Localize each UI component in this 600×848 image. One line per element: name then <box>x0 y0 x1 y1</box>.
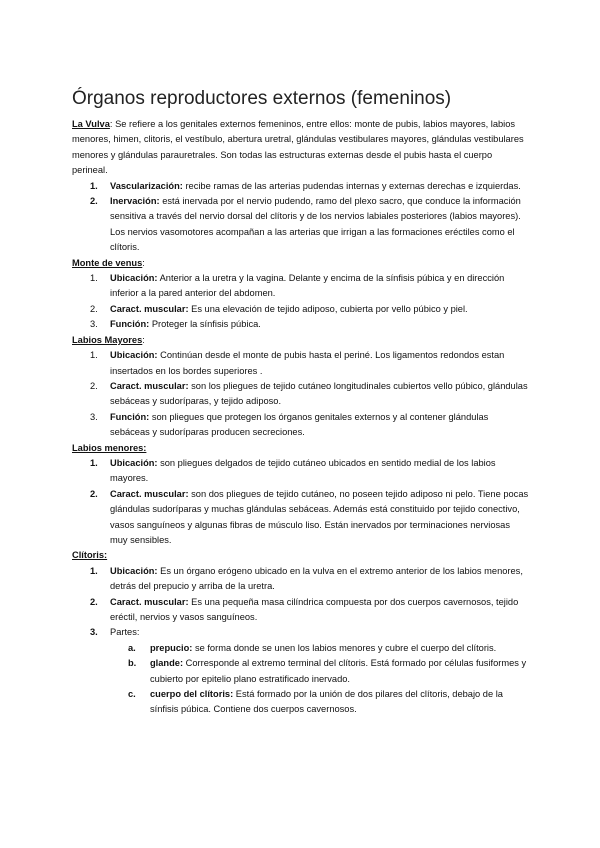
list-letter: b. <box>128 658 137 669</box>
item-text: Corresponde al extremo terminal del clítoris. Está formado por células fusiformes y cubierto por epitelio plano estratificado inervado. <box>150 658 527 684</box>
item-text: son pliegues delgados de tejido cutáneo ubicados en sentido medial de los labios mayores. <box>110 457 496 484</box>
list-item <box>72 564 530 595</box>
item-label: Ubicación: <box>110 457 158 468</box>
list-number: 1. <box>90 350 98 361</box>
section-heading-mayores: Labios Mayores <box>72 334 143 345</box>
sub-list-item <box>110 656 530 687</box>
partes-sublist <box>110 641 530 718</box>
list-number: 1. <box>90 565 98 576</box>
item-label: prepucio: <box>150 642 193 653</box>
list-number: 2. <box>90 196 98 207</box>
section-heading-monte: Monte de venus <box>72 257 143 268</box>
menores-list <box>72 456 530 548</box>
list-number: 1. <box>90 180 98 191</box>
sub-list-item <box>110 687 530 718</box>
heading-suffix: : <box>142 334 145 345</box>
item-text: se forma donde se unen los labios menores y cubre el cuerpo del clítoris. <box>192 642 497 653</box>
list-item <box>72 625 530 717</box>
page-title: Órganos reproductores externos (femeninos) <box>72 88 452 109</box>
section-heading-menores: Labios menores: <box>72 442 147 453</box>
item-text: recibe ramas de las arterias pudendas internas y externas derechas e izquierdas. <box>182 180 521 191</box>
item-label: Caract. muscular: <box>110 596 189 607</box>
list-item <box>72 271 530 302</box>
list-item <box>72 302 530 317</box>
item-text: Es una elevación de tejido adiposo, cubierta por vello púbico y piel. <box>188 303 468 314</box>
item-text: Proteger la sínfisis púbica. <box>149 319 261 330</box>
list-item <box>72 317 530 332</box>
item-text: Está formado por la unión de dos pilares del clítoris, debajo de la sínfisis púbica. Contiene dos cuerpos cavernosos. <box>150 689 503 715</box>
mayores-list <box>72 348 530 440</box>
list-item <box>72 410 530 441</box>
list-item <box>72 179 530 194</box>
item-text: Continúan desde el monte de pubis hasta el periné. Los ligamentos redondos estan insertados en los bordes superiores . <box>110 350 505 376</box>
list-item <box>72 487 530 549</box>
list-letter: c. <box>128 689 136 700</box>
section-heading-row <box>72 548 530 563</box>
list-number: 3. <box>90 411 98 422</box>
list-number: 3. <box>90 319 98 330</box>
item-label: Función: <box>110 411 150 422</box>
item-text: son pliegues que protegen los órganos genitales externos y al contener glándulas sebáceas y sudoríparas producen secreciones. <box>110 411 489 438</box>
item-text: Es una pequeña masa cilíndrica compuesta por dos cuerpos cavernosos, tejido eréctil, nervios y vasos sanguíneos. <box>110 596 519 622</box>
heading-suffix: : <box>142 257 145 268</box>
list-item <box>72 379 530 410</box>
list-number: 3. <box>90 627 98 638</box>
item-label: Caract. muscular: <box>110 380 189 391</box>
list-item <box>72 348 530 379</box>
item-text: Anterior a la uretra y la vagina. Delante y encima de la sínfisis púbica y en dirección inferior a la pared anterior del abdomen. <box>110 273 505 299</box>
intro-text: : Se refiere a los genitales externos femeninos, entre ellos: monte de pubis, labios mayores, labios menores, himen, clitoris, el vestíbulo, abertura uretral, glándulas vestibulares mayores, glándulas vestibulares menores y glándulas parauretrales. Son todas las estructuras externas desde el pubis hasta el cuerpo perineal. <box>72 119 524 176</box>
list-number: 2. <box>90 303 98 314</box>
item-text: está inervada por el nervio pudendo, ramo del plexo sacro, que conduce la información sensitiva a través del nervio dorsal del clítoris y de los nervios labiales posteriores (labios mayores). Los nervios vasomotores acompañan a las arterias que irrigan a las formaciones eréctiles como el clítoris. <box>110 196 521 253</box>
list-number: 1. <box>90 457 98 468</box>
section-heading-vulva: La Vulva <box>72 119 110 129</box>
item-label: Ubicación: <box>110 273 158 284</box>
item-label: Ubicación: <box>110 350 158 361</box>
list-item <box>72 456 530 487</box>
list-item <box>72 194 530 256</box>
document-body <box>72 117 530 718</box>
item-label: Caract. muscular: <box>110 303 189 314</box>
item-label: Ubicación: <box>110 565 158 576</box>
item-label: Caract. muscular: <box>110 488 189 499</box>
section-heading-clitoris: Clítoris: <box>72 550 108 561</box>
monte-list <box>72 271 530 333</box>
item-text: Partes: <box>110 627 140 638</box>
list-number: 2. <box>90 596 98 607</box>
section-heading-row <box>72 256 530 271</box>
item-text: Es un órgano erógeno ubicado en la vulva en el extremo anterior de los labios menores, detrás del prepucio y arriba de la uretra. <box>110 565 523 592</box>
item-label: Vascularización: <box>110 180 183 191</box>
list-number: 1. <box>90 273 98 284</box>
item-label: Inervación: <box>110 196 160 207</box>
list-number: 2. <box>90 380 98 391</box>
section-heading-row <box>72 441 530 456</box>
list-letter: a. <box>128 642 136 653</box>
sub-list-item <box>110 641 530 656</box>
clitoris-list <box>72 564 530 718</box>
item-label: Función: <box>110 319 150 330</box>
item-text: son los pliegues de tejido cutáneo longitudinales cubiertos vello púbico, glándulas sebáceas y sudoríparas, y tejido adiposo. <box>110 380 528 407</box>
list-item <box>72 595 530 626</box>
item-label: glande: <box>150 658 184 669</box>
vulva-list <box>72 179 530 256</box>
intro-paragraph <box>72 117 530 179</box>
item-text: son dos pliegues de tejido cutáneo, no poseen tejido adiposo ni pelo. Tiene pocas glándulas sudoríparas y muchas glándulas sebáceas. Además está constituido por tejido conectivo, vasos sanguíneos y algunas fibras de músculo liso. Están inervados por terminaciones nerviosas muy sensibles. <box>110 488 529 545</box>
list-number: 2. <box>90 488 98 499</box>
item-label: cuerpo del clítoris: <box>150 689 234 700</box>
section-heading-row <box>72 333 530 348</box>
